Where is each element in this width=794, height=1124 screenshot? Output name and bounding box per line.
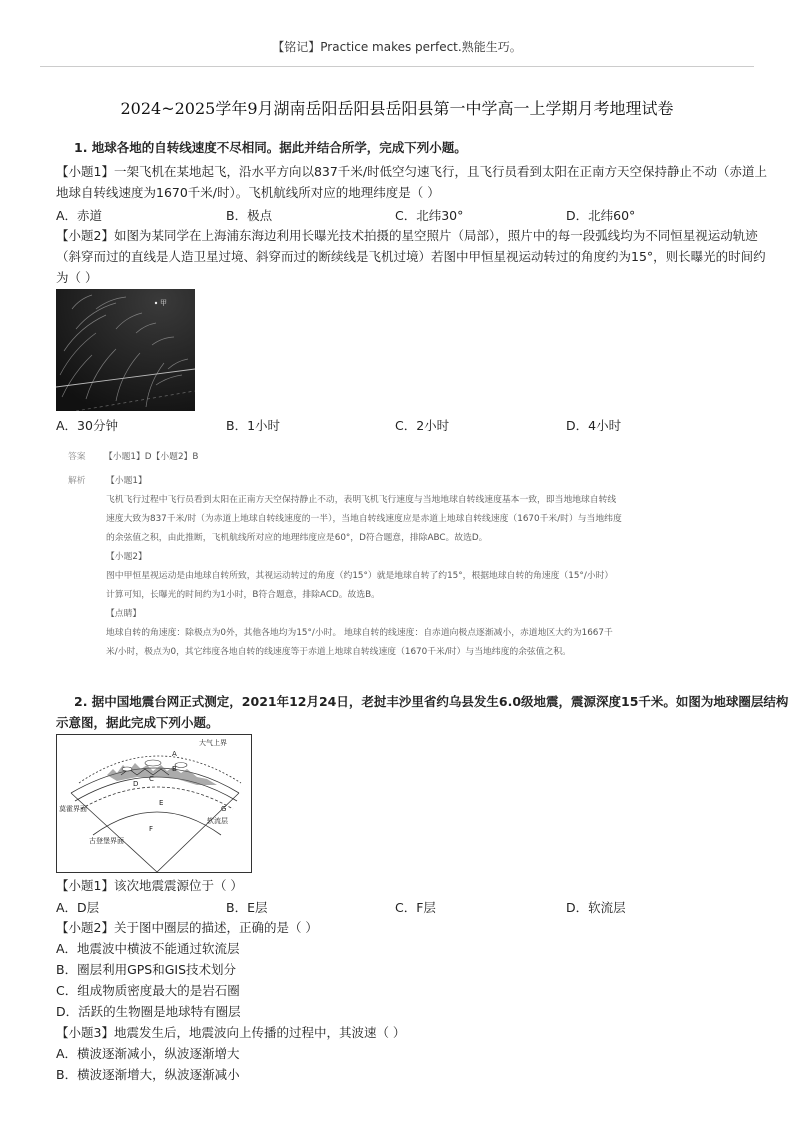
q2-sub1: 【小题1】该次地震震源位于（ ）	[56, 878, 243, 893]
q2-sub3-option-a: A．横波逐渐减小，纵波逐渐增大	[56, 1046, 240, 1061]
q1-sub1-line1: 【小题1】一架飞机在某地起飞，沿水平方向以837千米/时低空匀速飞行，且飞行员看到太阳在正南方天空保持静止不动（赤道上	[56, 164, 768, 179]
analysis-line: 米/小时，极点为0，其它纬度各地自转的线速度等于赤道上地球自转线速度（1670千米/时）与当地纬度的余弦值之积。	[106, 647, 571, 657]
answer-text: 【小题1】D【小题2】B	[104, 452, 199, 462]
analysis-line: 飞机飞行过程中飞行员看到太阳在正南方天空保持静止不动，表明飞机飞行速度与当地地球自转线速度基本一致，即当地地球自转线	[106, 495, 617, 505]
q2-sub1-option-c: C．F层	[395, 900, 436, 915]
q1-sub2-line2: （斜穿而过的直线是人造卫星过境、斜穿而过的断续线是飞机过境）若图中甲恒星视运动转过的角度约为15°，则长曝光的时间约	[56, 249, 766, 264]
label-f: F	[149, 825, 154, 833]
header-divider	[40, 66, 754, 67]
q1-sub2-option-b: B．1小时	[226, 418, 281, 433]
analysis-line: 的余弦值之积，由此推断，飞机航线所对应的地理纬度应是60°，D符合题意，排除ABC。故选D。	[106, 533, 488, 543]
analysis-line: 计算可知，长曝光的时间约为1小时，B符合题意，排除ACD。故选B。	[106, 590, 380, 600]
exam-title: 2024~2025学年9月湖南岳阳岳阳县岳阳县第一中学高一上学期月考地理试卷	[120, 99, 674, 118]
label-d: D	[133, 780, 139, 788]
star-trail-photo	[56, 289, 195, 411]
q1-sub1-option-b: B．极点	[226, 208, 273, 223]
q1-sub1-option-c: C．北纬30°	[395, 208, 464, 223]
label-gutenberg: 古登堡界面	[89, 837, 124, 845]
q2-sub2: 【小题2】关于图中圈层的描述，正确的是（ ）	[56, 920, 318, 935]
page-header: 【铭记】Practice makes perfect.熟能生巧。	[272, 40, 522, 54]
q1-sub1-option-a: A．赤道	[56, 208, 103, 223]
label-atmosphere-boundary: 大气上界	[199, 739, 227, 747]
label-g: G	[221, 805, 227, 813]
answer-label: 答案	[68, 452, 86, 462]
q1-sub2-option-d: D．4小时	[566, 418, 622, 433]
q1-stem: 1. 地球各地的自转线速度不尽相同。据此并结合所学，完成下列小题。	[74, 140, 467, 155]
label-e: E	[159, 799, 164, 807]
label-a: A	[172, 750, 177, 758]
analysis-line: 速度大致为837千米/时（为赤道上地球自转线速度的一半），当地自转线速度应是赤道上地球自转线速度（1670千米/时）与当地纬度	[106, 514, 622, 524]
q2-sub1-option-b: B．E层	[226, 900, 268, 915]
analysis-line: 【小题1】	[106, 476, 147, 486]
q2-sub1-option-a: A．D层	[56, 900, 100, 915]
analysis-line: 【小题2】	[106, 552, 147, 562]
q1-sub2-line1: 【小题2】如图为某同学在上海浦东海边利用长曝光技术拍摄的星空照片（局部），照片中的每一段弧线均为不同恒星视运动轨迹	[56, 228, 758, 243]
label-asthenosphere: 软流层	[207, 817, 228, 825]
q2-stem-line1: 2. 据中国地震台网正式测定，2021年12月24日，老挝丰沙里省约乌县发生6.0级地震，震源深度15千米。如图为地球圈层结构	[74, 694, 789, 709]
q2-sub2-option-c: C．组成物质密度最大的是岩石圈	[56, 983, 240, 998]
q1-sub2-option-c: C．2小时	[395, 418, 450, 433]
label-b: B	[172, 765, 177, 773]
q2-sub1-option-d: D．软流层	[566, 900, 626, 915]
label-c: C	[149, 775, 154, 783]
label-moho: 莫霍界面	[59, 805, 87, 813]
q1-sub2-option-a: A．30分钟	[56, 418, 118, 433]
q1-sub1-option-d: D．北纬60°	[566, 208, 636, 223]
analysis-line: 【点睛】	[106, 609, 142, 619]
q1-sub1-line2: 地球自转线速度为1670千米/时）。飞机航线所对应的地理纬度是（ ）	[56, 185, 440, 200]
q2-sub2-option-a: A．地震波中横波不能通过软流层	[56, 941, 240, 956]
q2-sub3-option-b: B．横波逐渐增大，纵波逐渐减小	[56, 1067, 240, 1082]
analysis-line: 地球自转的角速度：除极点为0外，其他各地均为15°/小时。 地球自转的线速度：自赤道向极点逐渐减小，赤道地区大约为1667千	[106, 628, 613, 638]
q1-sub2-line3: 为（ ）	[56, 270, 98, 285]
star-jia-label: 甲	[160, 299, 167, 307]
q2-sub2-option-b: B．圈层利用GPS和GIS技术划分	[56, 962, 237, 977]
analysis-line: 图中甲恒星视运动是由地球自转所致，其视运动转过的角度（约15°）就是地球自转了约15°，根据地球自转的角速度（15°/小时）	[106, 571, 614, 581]
q2-sub2-option-d: D．活跃的生物圈是地球特有圈层	[56, 1004, 241, 1019]
earth-layers-diagram	[56, 734, 252, 873]
q2-sub3: 【小题3】地震发生后，地震波向上传播的过程中，其波速（ ）	[56, 1025, 406, 1040]
q2-stem-line2: 示意图，据此完成下列小题。	[56, 715, 219, 730]
analysis-label: 解析	[68, 476, 86, 486]
